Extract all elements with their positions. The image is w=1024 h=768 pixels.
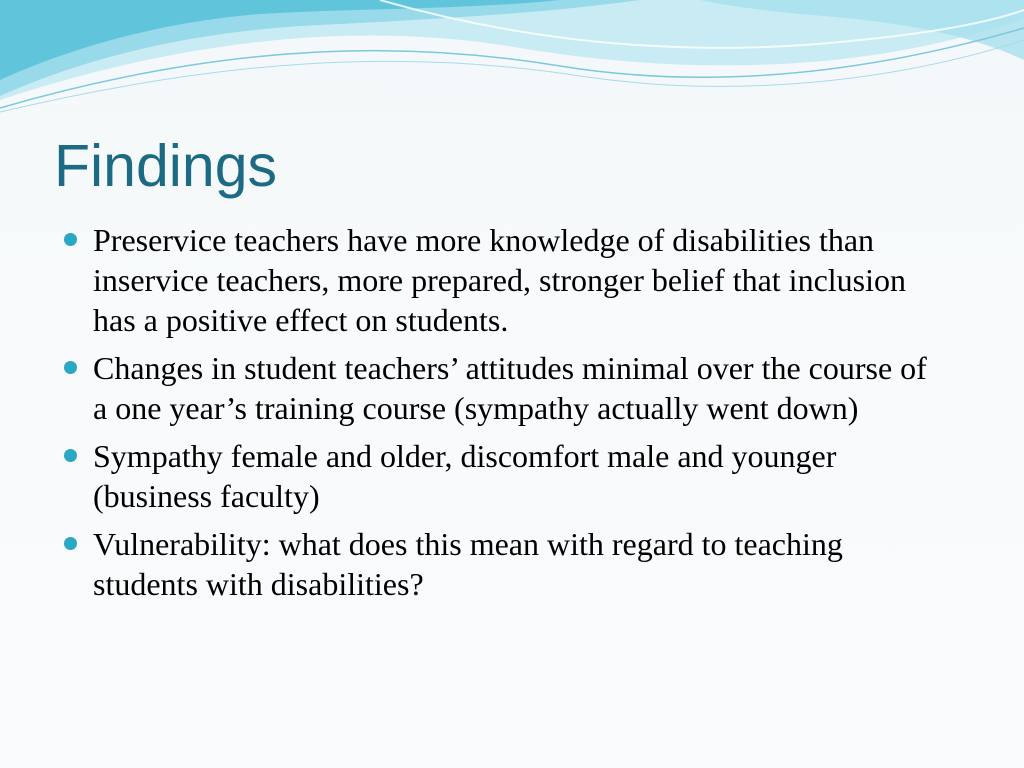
bullet-list: [64, 220, 944, 612]
bullet-text: Vulnerability: what does this mean with regard to teaching students with disabilities?: [93, 526, 843, 602]
bullet-dot-icon: [64, 361, 77, 374]
header-wave-decoration: [0, 0, 1024, 130]
bullet-item: [64, 220, 944, 340]
bullet-item: [64, 524, 944, 604]
bullet-dot-icon: [64, 537, 77, 550]
bullet-dot-icon: [64, 233, 77, 246]
bullet-text: Changes in student teachers’ attitudes minimal over the course of a one year’s training course (sympathy actually went down): [93, 350, 927, 426]
bullet-dot-icon: [64, 449, 77, 462]
bullet-text: Sympathy female and older, discomfort male and younger (business faculty): [93, 438, 837, 514]
bullet-item: [64, 436, 944, 516]
bullet-item: [64, 348, 944, 428]
bullet-text: Preservice teachers have more knowledge of disabilities than inservice teachers, more prepared, stronger belief that inclusion has a positive effect on students.: [93, 222, 906, 338]
slide-title: Findings: [54, 133, 278, 199]
